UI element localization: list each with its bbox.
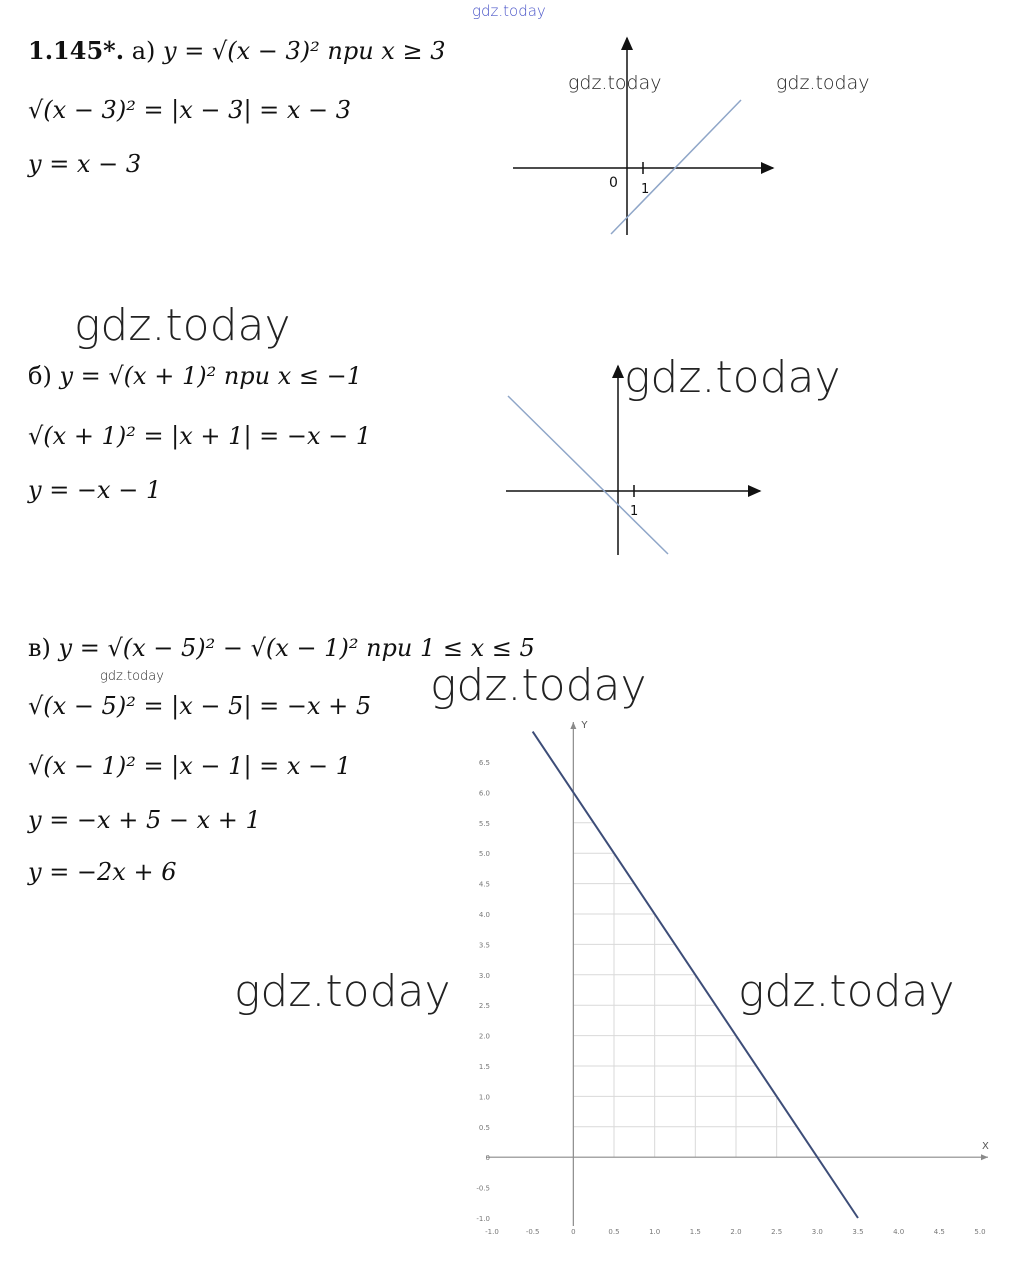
y-tick-label: 5.0 <box>478 850 490 859</box>
part-c-equation-2: √(x − 5)² = |x − 5| = −x + 5 <box>28 692 372 720</box>
graph-a-tick-label: 1 <box>641 182 650 197</box>
y-tick-label: 2.0 <box>478 1032 490 1041</box>
part-a-equation-2: √(x − 3)² = |x − 3| = x − 3 <box>28 96 352 124</box>
y-tick-label: 1.0 <box>478 1093 490 1102</box>
x-tick-label: 3.0 <box>811 1228 823 1236</box>
x-tick-label: -1.0 <box>485 1228 499 1236</box>
x-tick-label: 4.5 <box>933 1228 945 1236</box>
watermark-bottom-right: gdz.today <box>738 966 955 1017</box>
part-b-equation-3: y = −x − 1 <box>28 476 162 504</box>
y-tick-label: 5.5 <box>478 819 490 828</box>
y-tick-label: 3.5 <box>478 941 490 950</box>
watermark-mid-left: gdz.today <box>74 300 291 351</box>
y-tick-label: 4.0 <box>478 911 490 919</box>
part-c-equation-4: y = −x + 5 − x + 1 <box>28 806 261 834</box>
part-a-equation-1: y = √(x − 3)² при x ≥ 3 <box>163 37 446 65</box>
y-tick-label: 0.5 <box>478 1123 490 1132</box>
graph-a-line <box>611 100 741 234</box>
part-c-label: в) <box>28 634 51 662</box>
y-tick-label: -0.5 <box>476 1184 490 1193</box>
watermark-graph-b: gdz.today <box>624 352 841 403</box>
watermark-graph-a-right: gdz.today <box>776 72 870 94</box>
part-a-label: а) <box>131 37 156 65</box>
part-b-label: б) <box>28 362 52 390</box>
x-axis-label: X <box>982 1141 989 1153</box>
graph-b-tick-label: 1 <box>630 504 639 519</box>
x-tick-label: 2.0 <box>730 1228 742 1236</box>
part-b-equation-1: y = √(x + 1)² при x ≤ −1 <box>59 362 363 390</box>
x-tick-label: 0.5 <box>608 1228 620 1236</box>
graph-a <box>505 30 785 250</box>
x-axis-arrow <box>981 1154 988 1160</box>
y-tick-label: 1.5 <box>478 1063 490 1071</box>
x-tick-label: 0 <box>571 1228 576 1236</box>
part-a-equation-3: y = x − 3 <box>28 150 142 178</box>
y-tick-label: 6.5 <box>478 759 490 767</box>
watermark-graph-a-left: gdz.today <box>568 72 662 94</box>
x-tick-label: -0.5 <box>525 1228 540 1236</box>
part-c-equation-1: y = √(x − 5)² − √(x − 1)² при 1 ≤ x ≤ 5 <box>58 634 535 662</box>
watermark-top: gdz.today <box>472 2 546 20</box>
x-tick-label: 4.0 <box>893 1228 905 1236</box>
y-tick-label: 6.0 <box>478 789 490 798</box>
graph-a-origin-label: 0 <box>609 175 618 191</box>
part-b-line-1 <box>28 362 362 390</box>
part-b-equation-2: √(x + 1)² = |x + 1| = −x − 1 <box>28 422 372 450</box>
problem-number: 1.145*. <box>28 36 125 65</box>
x-tick-label: 3.5 <box>852 1228 864 1236</box>
y-tick-label: 0 <box>485 1154 490 1163</box>
y-axis-arrow <box>570 722 576 729</box>
y-tick-label: 3.0 <box>478 971 490 980</box>
x-tick-label: 1.0 <box>649 1228 661 1236</box>
x-tick-label: 2.5 <box>771 1228 783 1236</box>
part-a-line-1 <box>28 36 445 65</box>
part-c-line-1 <box>28 634 535 662</box>
part-c-equation-3: √(x − 1)² = |x − 1| = x − 1 <box>28 752 352 780</box>
watermark-small-c: gdz.today <box>100 669 164 684</box>
y-axis-label: Y <box>581 720 588 731</box>
y-tick-label: 2.5 <box>478 1002 490 1011</box>
x-tick-label: 1.5 <box>689 1228 701 1236</box>
watermark-bottom-left: gdz.today <box>234 966 451 1017</box>
part-c-equation-5: y = −2x + 6 <box>28 858 177 886</box>
watermark-graph-c: gdz.today <box>430 660 647 711</box>
y-tick-label: 4.5 <box>478 880 490 889</box>
x-tick-label: 5.0 <box>974 1228 986 1236</box>
y-tick-label: -1.0 <box>476 1215 490 1223</box>
graph-b-line <box>508 396 668 554</box>
